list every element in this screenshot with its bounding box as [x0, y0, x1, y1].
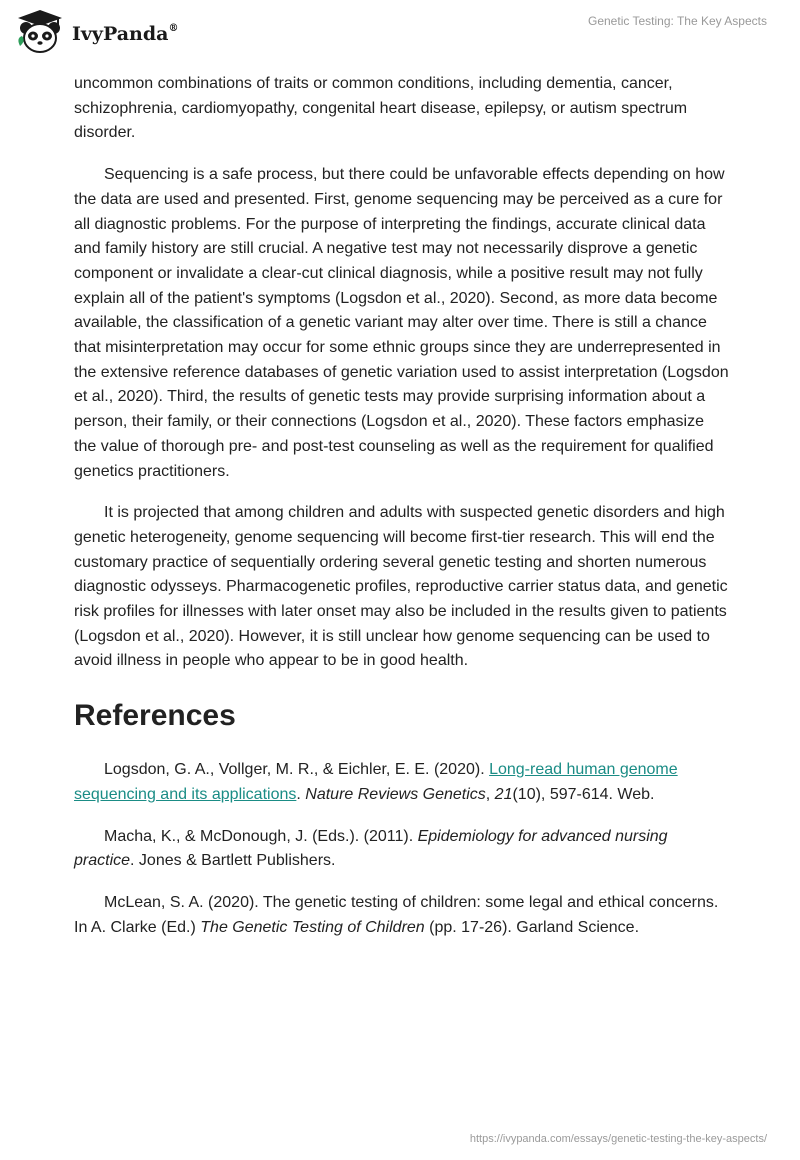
registered-mark: ®	[168, 22, 179, 34]
reference-authors: McLean, S. A. (2020). The genetic testing of children: some legal and ethical concerns. In A. Clarke (Ed.)	[74, 893, 719, 936]
reference-punct: ,	[485, 785, 495, 803]
reference-item-macha	[74, 825, 730, 874]
essay-content	[74, 72, 730, 957]
reference-punct: .	[296, 785, 306, 803]
reference-link-long-read-sequencing[interactable]: Long-read human genome sequencing and its applications	[74, 761, 678, 803]
reference-item-logsdon	[74, 758, 730, 807]
body-paragraph-continued: uncommon combinations of traits or common conditions, including dementia, cancer, schizophrenia, cardiomyopathy, congenital heart disease, epilepsy, or autism spectrum disorder.	[74, 75, 688, 142]
body-paragraph-sequencing: Sequencing is a safe process, but there could be unfavorable effects depending on how the data are used and presented. First, genome sequencing may be perceived as a cure for all diagnostic problems. For the purpose of interpreting the findings, accurate clinical data and family history are still crucial. A negative test may not necessarily disprove a genetic component or invalidate a clear-cut clinical diagnosis, while a positive result may not fully explain all of the patient's symptoms (Logsdon et al., 2020). Second, as more data become available, the classification of a genetic variant may alter over time. There is still a chance that misinterpretation may occur for some ethnic groups since they are underrepresented in the extensive reference databases of genetic variation used to assist interpretation (Logsdon et al., 2020). Third, the results of genetic tests may provide surprising information about a person, their family, or their connections (Logsdon et al., 2020). These factors emphasize the value of thorough pre- and post-test counseling as well as the requirement for qualified genetics practitioners.	[74, 166, 729, 480]
reference-authors: Logsdon, G. A., Vollger, M. R., & Eichler, E. E. (2020).	[104, 761, 490, 779]
reference-title: Epidemiology for advanced nursing practice	[74, 827, 668, 870]
reference-details: (pp. 17-26). Garland Science.	[424, 918, 640, 936]
document-title: Genetic Testing: The Key Aspects	[588, 14, 767, 28]
source-url[interactable]: https://ivypanda.com/essays/genetic-testing-the-key-aspects/	[469, 1133, 767, 1145]
reference-item-mclean	[74, 891, 730, 940]
references-heading: References	[74, 699, 236, 733]
reference-details: (10), 597-614. Web.	[512, 785, 655, 803]
page-header	[0, 0, 800, 70]
reference-volume: 21	[494, 785, 513, 803]
brand-logo[interactable]	[14, 8, 178, 56]
reference-journal: Nature Reviews Genetics	[305, 785, 486, 803]
reference-details: . Jones & Bartlett Publishers.	[130, 852, 336, 870]
brand-name: IvyPanda®	[72, 22, 179, 45]
panda-graduate-icon	[14, 8, 66, 56]
reference-authors: Macha, K., & McDonough, J. (Eds.). (2011).	[104, 827, 418, 845]
body-paragraph-projection: It is projected that among children and adults with suspected genetic disorders and high genetic heterogeneity, genome sequencing will become first-tier research. This will end the customary practice of sequentially ordering several genetic testing and shorten numerous diagnostic odysseys. Pharmacogenetic profiles, reproductive carrier status data, and genetic risk profiles for illnesses with later onset may also be included in the results given to patients (Logsdon et al., 2020). However, it is still unclear how genome sequencing can be used to avoid illness in people who appear to be in good health.	[74, 504, 728, 670]
reference-title: The Genetic Testing of Children	[200, 918, 425, 936]
